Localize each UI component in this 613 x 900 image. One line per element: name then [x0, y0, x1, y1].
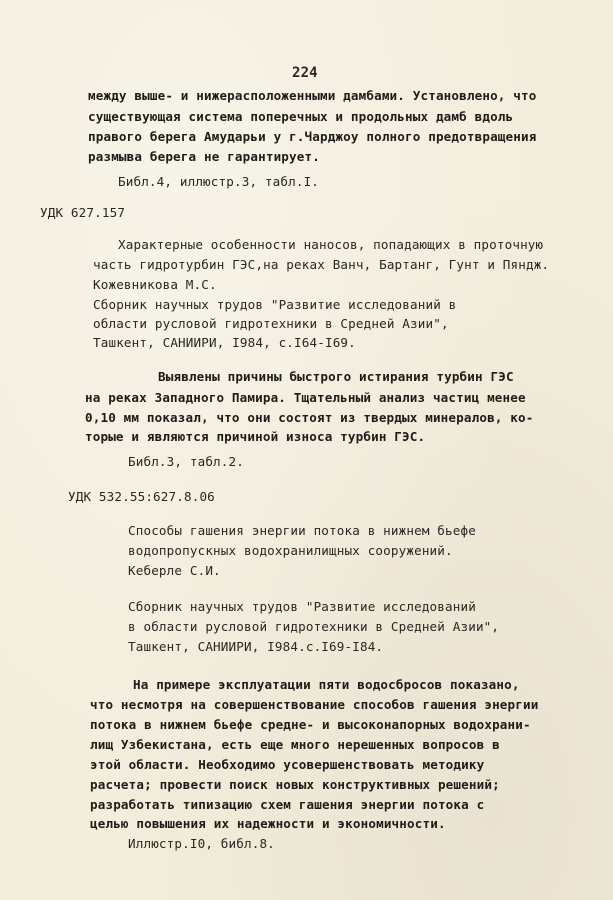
entry2-abstract-line-1: На примере эксплуатации пяти водосбросов показано,	[133, 677, 520, 692]
entry1-refs: Библ.3, табл.2.	[128, 454, 244, 469]
entry2-abstract-line-5: этой области. Необходимо усовершенствовать методику	[90, 757, 485, 772]
entry1-abstract-line-3: 0,10 мм показал, что они состоят из твердых минералов, ко-	[85, 410, 534, 425]
entry1-source-line-2: области русловой гидротехники в Средней Азии",	[93, 316, 449, 331]
continuation-line-3: правого берега Амударьи у г.Чарджоу полного предотвращения	[88, 129, 537, 144]
entry1-source-line-1: Сборник научных трудов "Развитие исследований в	[93, 297, 457, 312]
continuation-refs: Библ.4, иллюстр.3, табл.I.	[118, 174, 320, 189]
entry1-title-line-2: часть гидротурбин ГЭС,на реках Ванч, Бартанг, Гунт и Пяндж.	[93, 257, 550, 272]
entry2-abstract-line-8: целью повышения их надежности и экономичности.	[90, 816, 446, 831]
entry2-abstract-line-6: расчета; провести поиск новых конструктивных решений;	[90, 777, 500, 792]
page-number: 224	[292, 65, 318, 81]
entry1-title-line-1: Характерные особенности наносов, попадающих в проточную	[118, 237, 544, 252]
entry2-title-line-2: водопропускных водохранилищных сооружений.	[128, 543, 453, 558]
entry2-refs: Иллюстр.I0, библ.8.	[128, 836, 275, 851]
entry2-udk: УДК 532.55:627.8.06	[68, 489, 215, 504]
entry1-abstract-line-2: на реках Западного Памира. Тщательный анализ частиц менее	[85, 390, 526, 405]
entry1-abstract-line-4: торые и являются причиной износа турбин ГЭС.	[85, 429, 426, 444]
entry2-abstract-line-3: потока в нижнем бьефе средне- и высоконапорных водохрани-	[90, 717, 531, 732]
entry2-source-line-2: в области русловой гидротехники в Средней Азии",	[128, 619, 500, 634]
entry2-title-line-1: Способы гашения энергии потока в нижнем бьефе	[128, 523, 476, 538]
entry1-source-line-3: Ташкент, САНИИРИ, I984, с.I64-I69.	[93, 335, 356, 350]
entry1-udk: УДК 627.157	[40, 205, 126, 220]
continuation-line-2: существующая система поперечных и продольных дамб вдоль	[88, 109, 514, 124]
entry1-abstract-line-1: Выявлены причины быстрого истирания турбин ГЭС	[158, 369, 514, 384]
entry2-source-line-3: Ташкент, САНИИРИ, I984.с.I69-I84.	[128, 639, 384, 654]
entry2-abstract-line-4: лищ Узбекистана, есть еще много нерешенных вопросов в	[90, 737, 500, 752]
entry2-source-line-1: Сборник научных трудов "Развитие исследований	[128, 599, 476, 614]
entry2-abstract-line-2: что несмотря на совершенствование способов гашения энергии	[90, 697, 539, 712]
entry2-author: Keберле С.И.	[128, 563, 221, 578]
continuation-line-4: размыва берега не гарантирует.	[88, 149, 320, 164]
entry1-author: Кожевникова М.С.	[93, 277, 217, 292]
continuation-line-1: между выше- и нижерасположенными дамбами. Установлено, что	[88, 88, 537, 103]
entry2-abstract-line-7: разработать типизацию схем гашения энергии потока с	[90, 797, 485, 812]
